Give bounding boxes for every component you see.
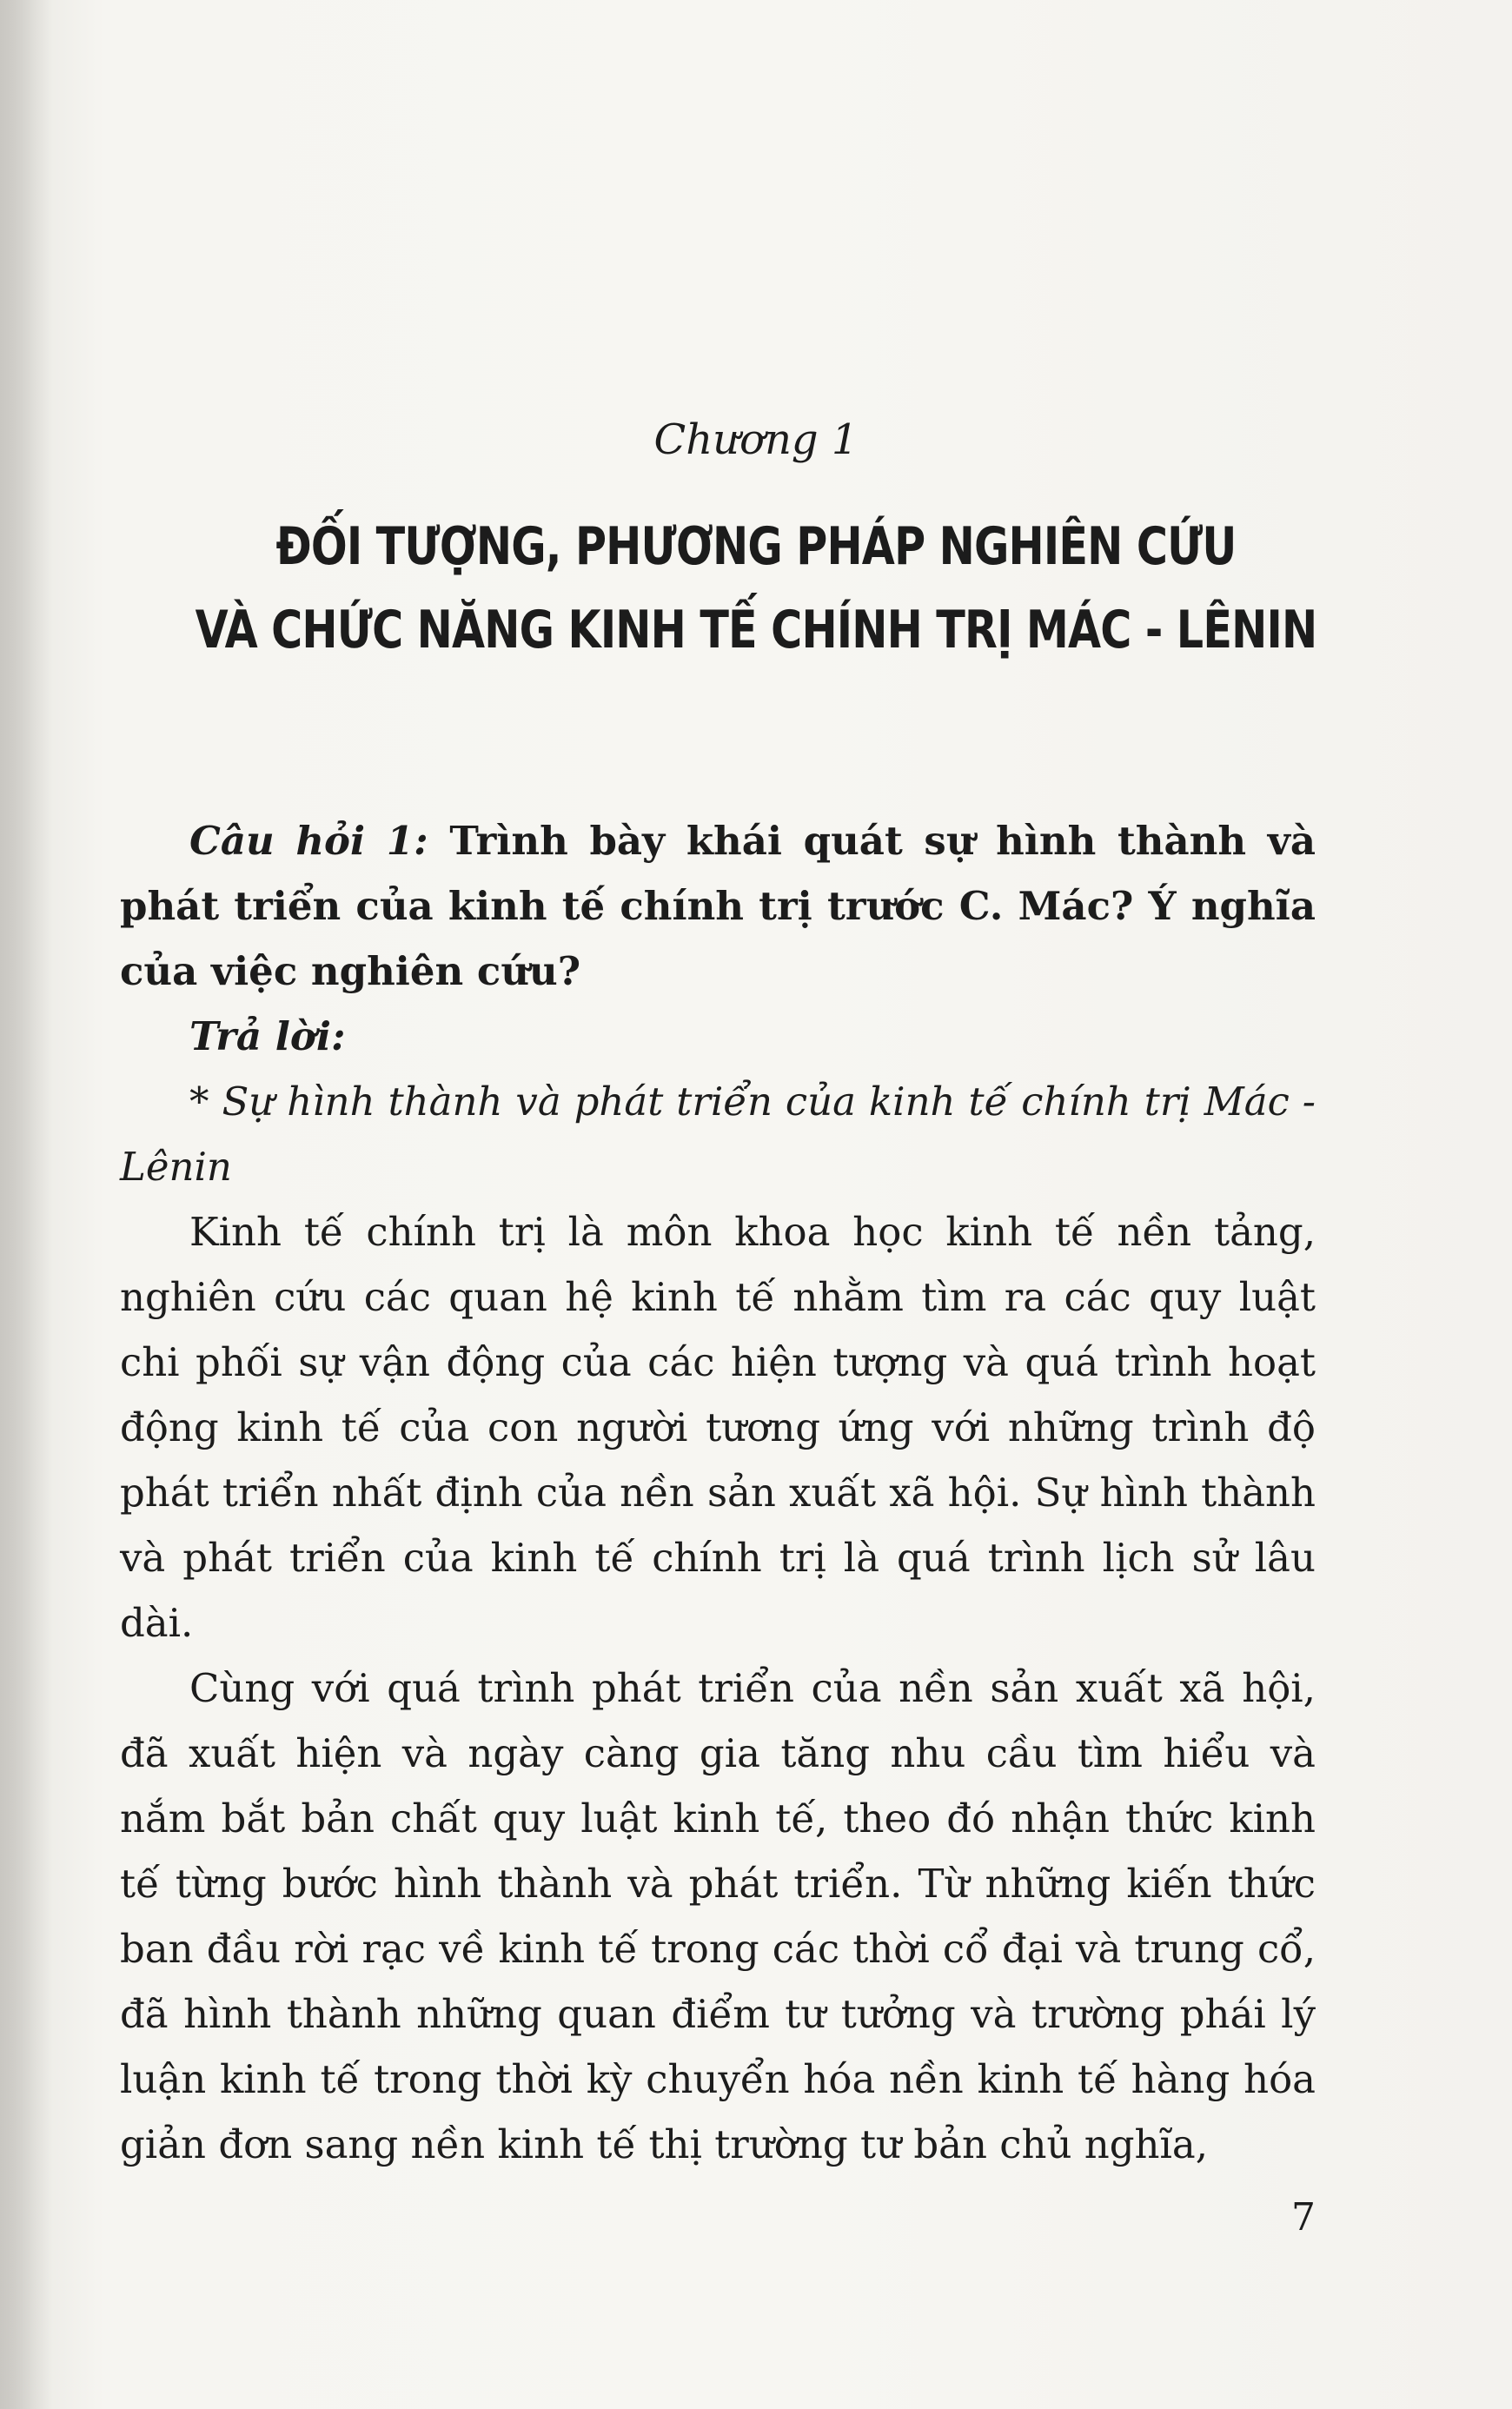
- chapter-title-line-1: ĐỐI TƯỢNG, PHƯƠNG PHÁP NGHIÊN CỨU: [275, 516, 1237, 577]
- chapter-title-line-2: VÀ CHỨC NĂNG KINH TẾ CHÍNH TRỊ MÁC - LÊNIN: [195, 600, 1317, 660]
- body-text: [120, 808, 1316, 2177]
- page-number: 7: [1291, 2195, 1316, 2240]
- question-paragraph: [120, 808, 1316, 1004]
- chapter-label: Chương 1: [653, 415, 859, 464]
- question-text: Trình bày khái quát sự hình thành và phát triển của kinh tế chính trị trước C. Mác? Ý nghĩa của việc nghiên cứu?: [120, 818, 1316, 994]
- answer-label: Trả lời:: [189, 1013, 346, 1059]
- body-paragraph-1: Kinh tế chính trị là môn khoa học kinh tế nền tảng, nghiên cứu các quan hệ kinh tế nhằm tìm ra các quy luật chi phối sự vận động của các hiện tượng và quá trình hoạt động kinh tế của con người tương ứng với những trình độ phát triển nhất định của nền sản xuất xã hội. Sự hình thành và phát triển của kinh tế chính trị là quá trình lịch sử lâu dài.: [120, 1209, 1316, 1646]
- section-subheading: * Sự hình thành và phát triển của kinh tế chính trị Mác - Lênin: [120, 1078, 1316, 1190]
- question-label: Câu hỏi 1:: [189, 818, 428, 864]
- body-paragraph-2: Cùng với quá trình phát triển của nền sản xuất xã hội, đã xuất hiện và ngày càng gia tăng nhu cầu tìm hiểu và nắm bắt bản chất quy luật kinh tế, theo đó nhận thức kinh tế từng bước hình thành và phát triển. Từ những kiến thức ban đầu rời rạc về kinh tế trong các thời cổ đại và trung cổ, đã hình thành những quan điểm tư tưởng và trường phái lý luận kinh tế trong thời kỳ chuyển hóa nền kinh tế hàng hóa giản đơn sang nền kinh tế thị trường tư bản chủ nghĩa,: [120, 1665, 1316, 2167]
- page-gutter-shadow: [0, 0, 52, 2409]
